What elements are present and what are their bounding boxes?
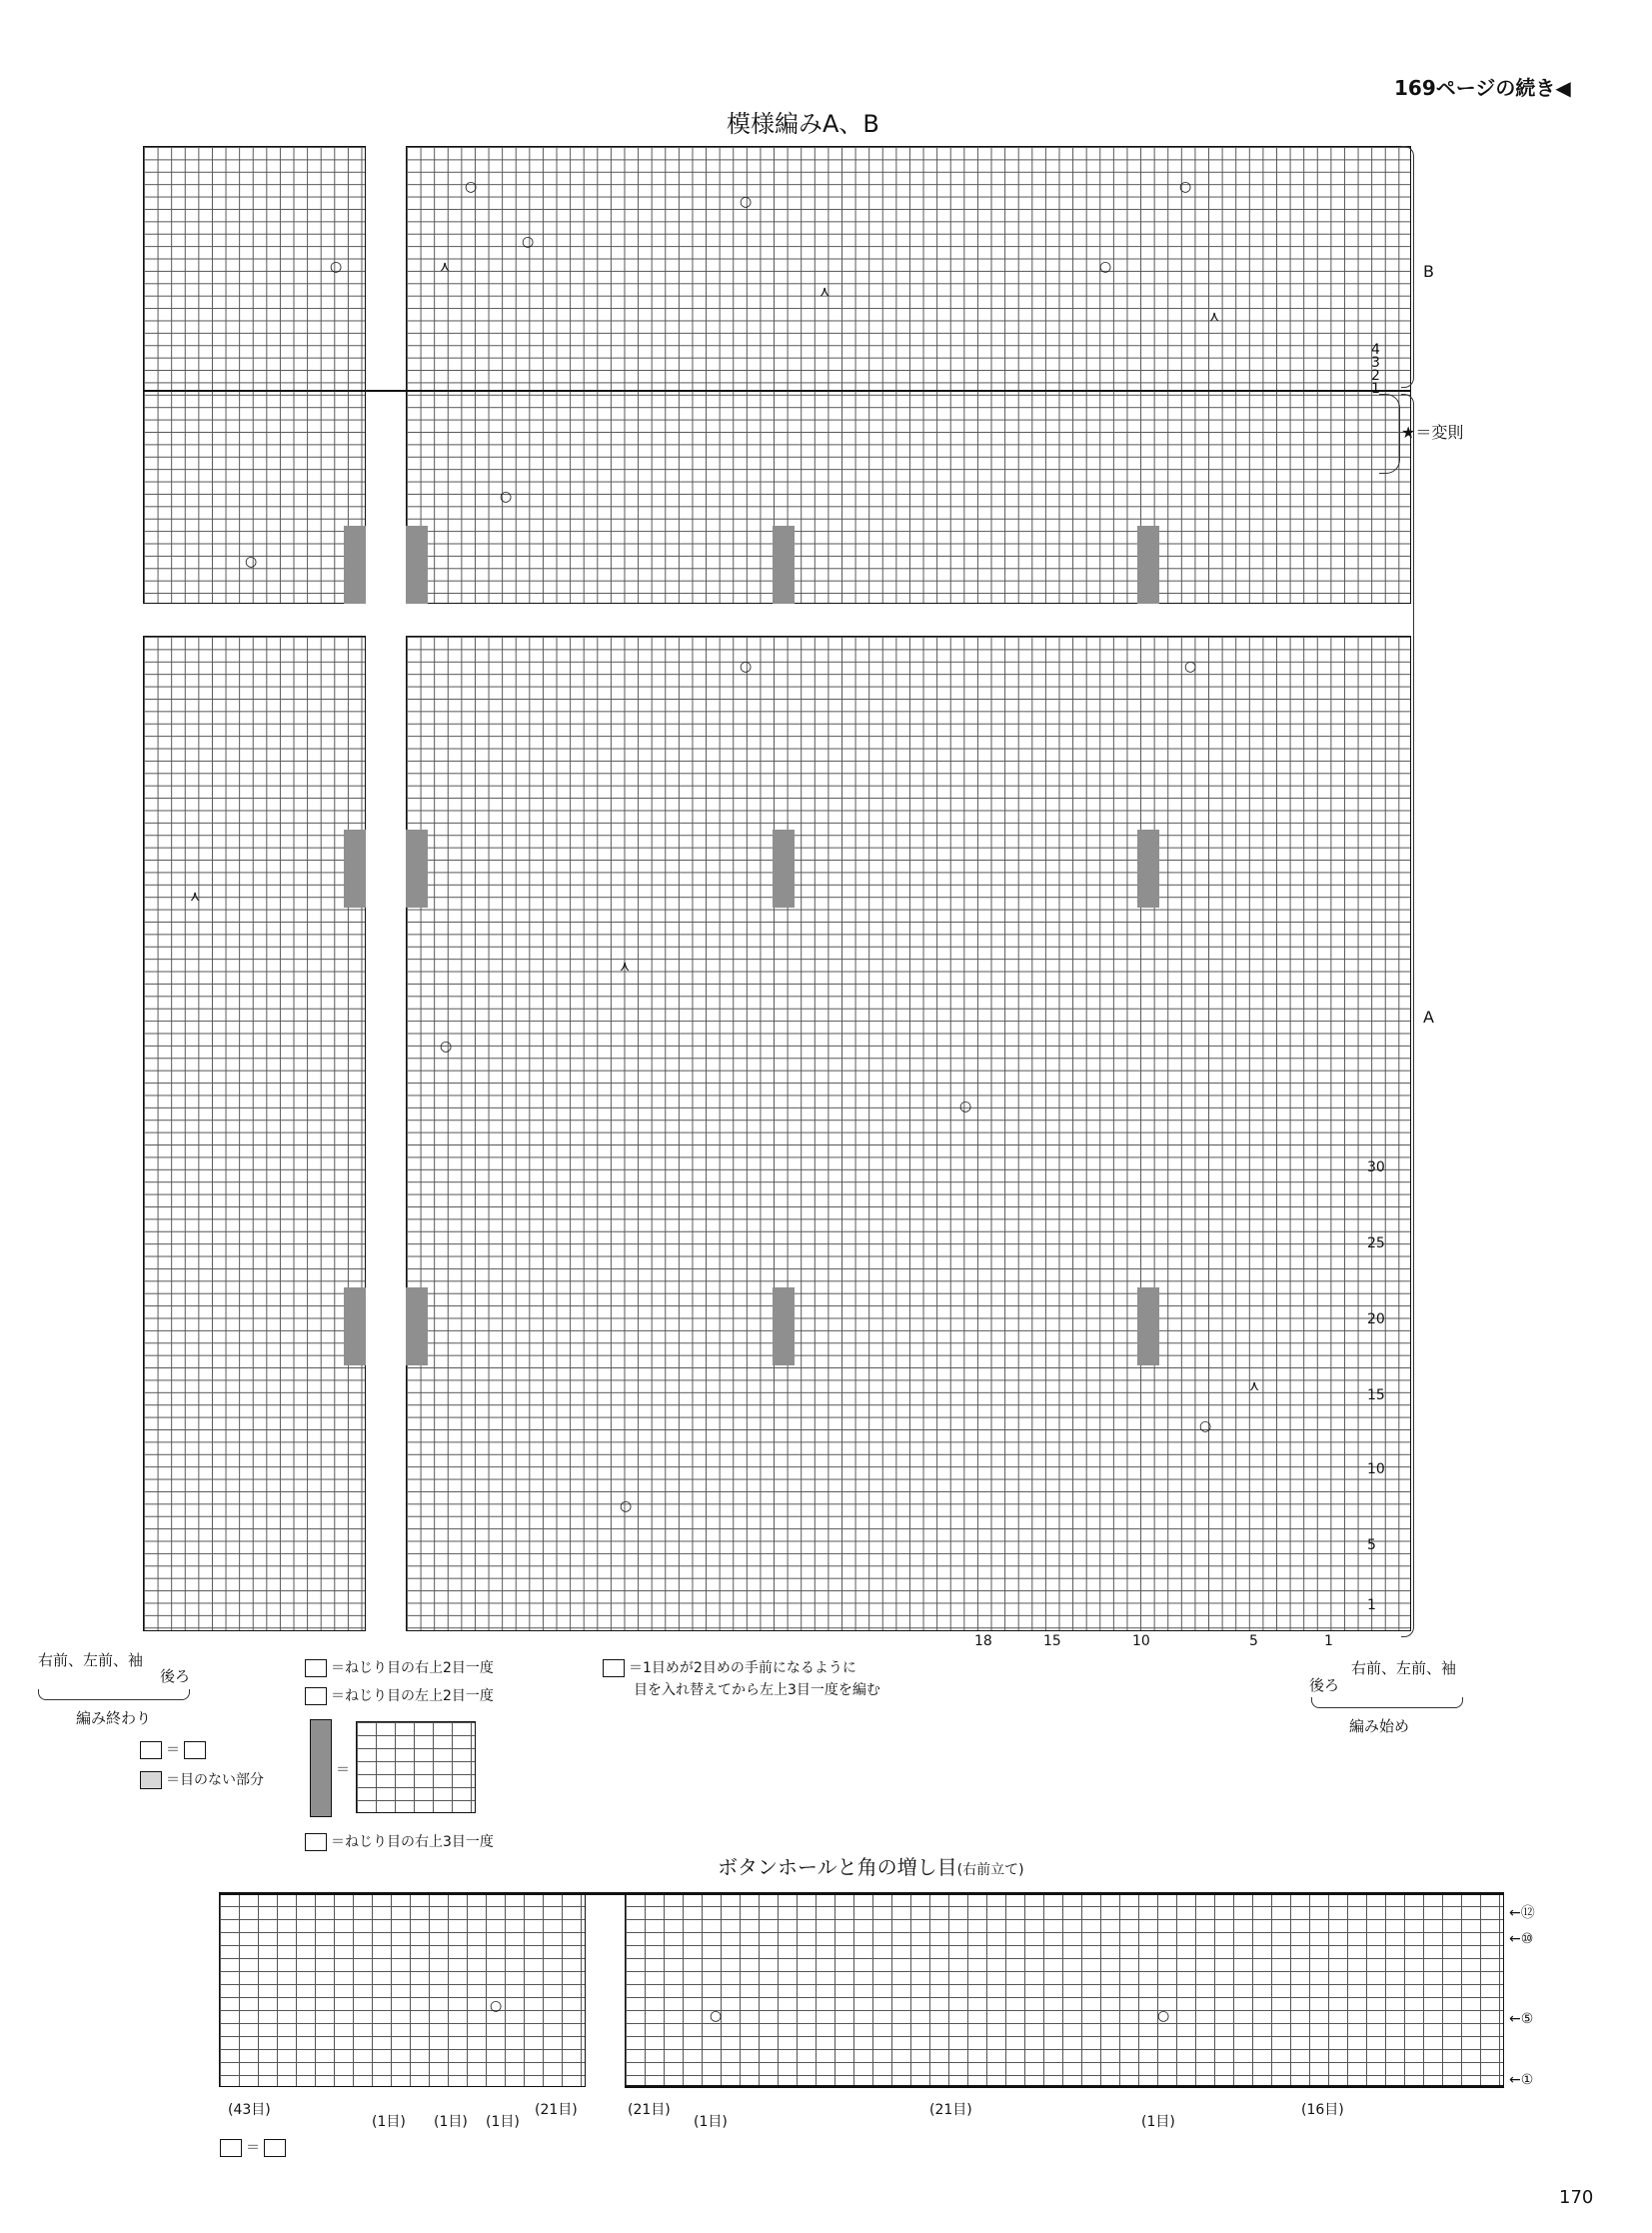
special-left3-icon [603,1659,625,1677]
chart-title: 模様編みA、B [727,110,879,138]
pattern-b-divider [143,390,1411,392]
stitch-count: (1目) [372,2114,406,2130]
empty-box-icon [140,1741,162,1759]
stitch-count: (16目) [1301,2102,1344,2118]
yarn-over-circle-icon: ○ [522,234,535,250]
twist-right2-icon [305,1659,327,1677]
legend-grey-eq: ＝ [336,1762,350,1778]
row-marker: ←① [1509,2072,1534,2088]
legend-twist-left2: ＝ねじり目の左上2目一度 [305,1685,494,1705]
stitch-count: (21目) [929,2102,972,2118]
yarn-over-circle-icon: ○ [620,1498,633,1514]
yarn-over-circle-icon: ○ [710,2008,723,2024]
star-label: ★＝変則 [1401,423,1464,442]
chart2-title: ボタンホールと角の増し目(右前立て) [718,1855,1024,1879]
end-brace [38,1689,190,1700]
yarn-over-circle-icon: ○ [740,194,753,210]
knit-box-icon [184,1741,206,1759]
chart-lower-right-grid [406,636,1411,1631]
knit-box-icon [264,2139,286,2157]
yarn-over-circle-icon: ○ [1184,659,1197,675]
no-stitch-box-icon [140,1771,162,1789]
chart-lower-left-grid [143,636,366,1631]
row-number: 4 [1371,342,1380,358]
row-number: 5 [1367,1537,1376,1553]
col-number: 1 [1324,1633,1333,1649]
stitch-count: (1目) [434,2114,468,2130]
yarn-over-circle-icon: ○ [330,259,343,275]
yarn-over-circle-icon: ○ [490,1998,503,2014]
row-marker: ←⑫ [1509,1905,1535,1921]
section-b-label: B [1423,262,1434,281]
chart2-legend-empty: ＝ [220,2137,290,2157]
chart2-right-grid [625,1892,1504,2087]
row-number: 15 [1367,1387,1385,1403]
col-number: 18 [974,1633,992,1649]
yarn-over-circle-icon: ○ [1157,2008,1170,2024]
start-brace [1311,1697,1463,1708]
legend-grey-detail [356,1721,476,1813]
yarn-over-circle-icon: ○ [959,1099,972,1115]
section-a-label: A [1423,1008,1434,1027]
end-label: 編み終わり [76,1709,152,1727]
decrease-symbol-icon: ⋏ [190,889,201,905]
decrease-symbol-icon: ⋏ [1209,309,1220,325]
col-number: 5 [1249,1633,1258,1649]
twist-right3-icon [305,1833,327,1851]
yarn-over-circle-icon: ○ [1199,1418,1212,1434]
legend-special-left3-line2: 目を入れ替えてから左上3目一度を編む [634,1682,880,1698]
row-number: 25 [1367,1235,1385,1251]
col-number: 15 [1043,1633,1061,1649]
decrease-symbol-icon: ⋏ [820,284,830,300]
row-number: 3 [1371,355,1380,371]
stitch-count: (1目) [694,2114,728,2130]
section-a-bracket [1401,394,1414,1637]
row-number: 10 [1367,1461,1385,1477]
section-b-bracket [1401,146,1414,388]
stitch-count: (1目) [486,2114,520,2130]
legend-twist-right2: ＝ねじり目の右上2目一度 [305,1657,494,1677]
legend-grey-block [310,1719,332,1817]
decrease-symbol-icon: ⋏ [620,959,631,975]
continued-note: 169ページの続き◀ [1394,76,1571,100]
decrease-symbol-icon: ⋏ [1249,1378,1260,1394]
start-back-label: 後ろ [1309,1676,1340,1694]
stitch-count: (21目) [535,2102,578,2118]
yarn-over-circle-icon: ○ [740,659,753,675]
stitch-count: (43目) [228,2102,271,2118]
empty-box-icon [220,2139,242,2157]
yarn-over-circle-icon: ○ [440,1039,453,1055]
stitch-count: (1目) [1141,2114,1175,2130]
chart2-left-grid [219,1892,586,2087]
end-back-label: 後ろ [160,1667,191,1685]
row-number: 30 [1367,1159,1385,1175]
row-marker: ←⑤ [1509,2011,1534,2027]
decrease-symbol-icon: ⋏ [440,259,451,275]
star-bracket [1379,394,1400,474]
chart-upper-right-grid [406,146,1411,604]
row-number: 20 [1367,1311,1385,1327]
legend-twist-right3: ＝ねじり目の右上3目一度 [305,1831,494,1851]
yarn-over-circle-icon: ○ [245,554,258,570]
twist-left2-icon [305,1687,327,1705]
col-number: 10 [1132,1633,1150,1649]
end-parts-label: 右前、左前、袖 [38,1651,144,1669]
chart-upper-left-grid [143,146,366,604]
yarn-over-circle-icon: ○ [1179,179,1192,195]
row-number: 1 [1371,381,1380,397]
row-number: 2 [1371,368,1380,384]
page-number: 170 [1559,2187,1594,2208]
stitch-count: (21目) [628,2102,671,2118]
row-marker: ←⑩ [1509,1931,1534,1947]
legend-special-left3: ＝1目めが2目めの手前になるように [603,1657,856,1677]
legend-empty: ＝ [140,1739,210,1759]
start-label: 編み始め [1349,1717,1410,1735]
yarn-over-circle-icon: ○ [465,179,478,195]
row-number: 1 [1367,1597,1376,1613]
start-parts-label: 右前、左前、袖 [1351,1659,1457,1677]
yarn-over-circle-icon: ○ [500,489,513,505]
legend-no-stitch: ＝目のない部分 [140,1769,264,1789]
yarn-over-circle-icon: ○ [1099,259,1112,275]
